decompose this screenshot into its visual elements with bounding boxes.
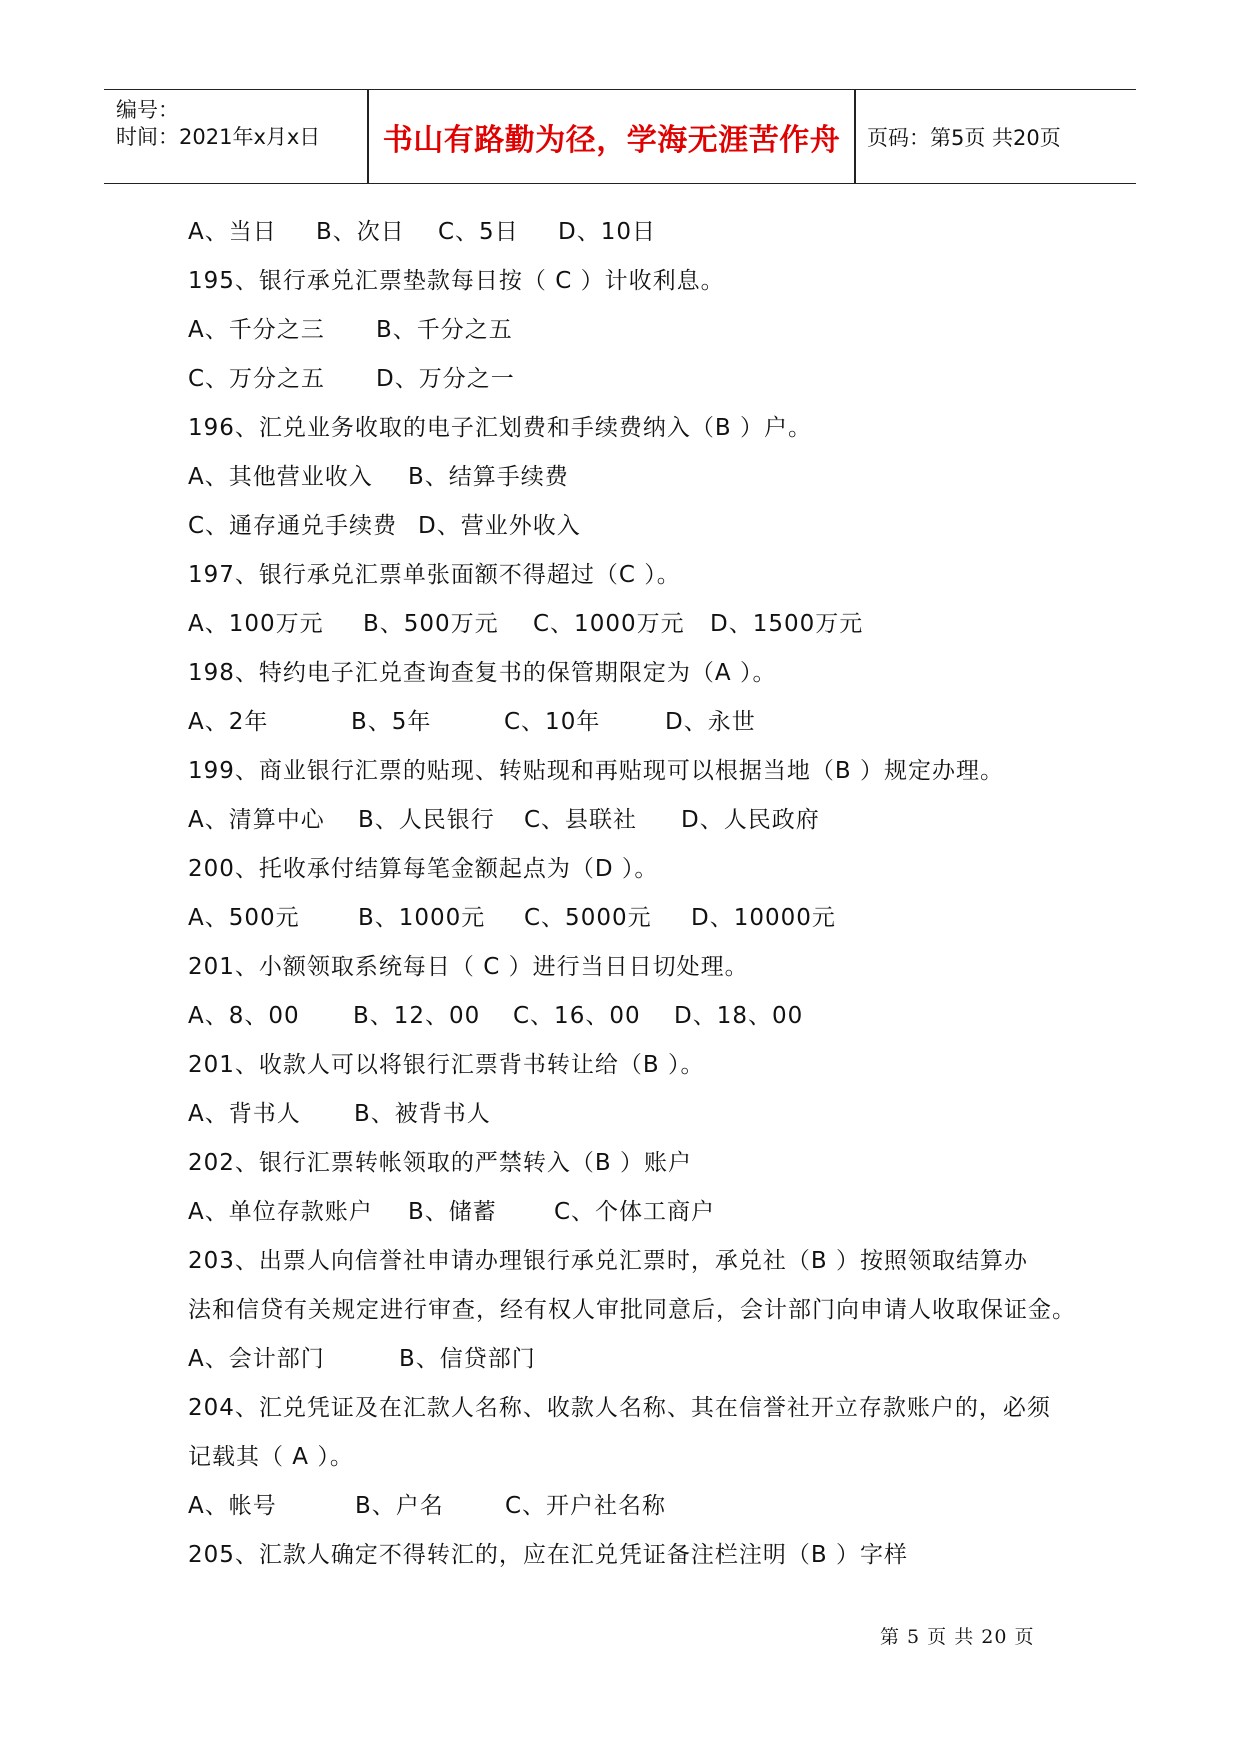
answer-option: B、次日 (316, 219, 405, 245)
answer-option: A、其他营业收入 (188, 464, 373, 490)
header-slogan: 书山有路勤为径，学海无涯苦作舟 (382, 122, 841, 158)
answer-option: A、会计部门 (188, 1346, 325, 1372)
header-meta (116, 90, 361, 183)
page-header (104, 89, 1136, 184)
answer-option: B、被背书人 (354, 1101, 491, 1127)
question-line: 202、银行汇票转帐领取的严禁转入（B ）账户 (188, 1150, 692, 1176)
question-line: 201、收款人可以将银行汇票背书转让给（B ）。 (188, 1052, 705, 1078)
question-line: 198、特约电子汇兑查询查复书的保管期限定为（A ）。 (188, 660, 777, 686)
header-divider-right (854, 90, 856, 183)
answer-option: A、100万元 (188, 611, 324, 637)
options-line (188, 1090, 1088, 1139)
options-line (188, 600, 1088, 649)
answer-option: B、人民银行 (358, 807, 495, 833)
options-line (188, 208, 1088, 257)
question-line: 195、银行承兑汇票垫款每日按（ C ）计收利息。 (188, 268, 725, 294)
document-body (188, 208, 1088, 1580)
answer-option: D、万分之一 (376, 366, 515, 392)
options-line (188, 796, 1088, 845)
answer-option: D、营业外收入 (418, 513, 581, 539)
question-line: 205、汇款人确定不得转汇的，应在汇兑凭证备注栏注明（B ）字样 (188, 1542, 908, 1568)
time-label: 时间：2021年x月x日 (116, 125, 321, 149)
answer-option: D、18、00 (674, 1003, 804, 1029)
answer-option: C、开户社名称 (505, 1493, 667, 1519)
answer-option: A、帐号 (188, 1493, 277, 1519)
answer-option: D、10000元 (691, 905, 836, 931)
answer-option: B、1000元 (358, 905, 486, 931)
answer-option: D、永世 (665, 709, 756, 735)
options-line (188, 453, 1088, 502)
header-page-info: 页码：第5页 共20页 (867, 125, 1061, 150)
answer-option: B、储蓄 (408, 1199, 497, 1225)
answer-option: A、500元 (188, 905, 300, 931)
answer-option: B、12、00 (353, 1003, 481, 1029)
answer-option: A、清算中心 (188, 807, 325, 833)
answer-option: A、背书人 (188, 1101, 301, 1127)
answer-option: B、5年 (351, 709, 432, 735)
options-line (188, 992, 1088, 1041)
options-line (188, 1335, 1088, 1384)
answer-option: B、结算手续费 (408, 464, 569, 490)
question-line: 法和信贷有关规定进行审查，经有权人审批同意后，会计部门向申请人收取保证金。 (188, 1297, 1076, 1323)
answer-option: C、10年 (504, 709, 601, 735)
page-footer: 第 5 页 共 20 页 (880, 1626, 1035, 1648)
options-line (188, 355, 1088, 404)
answer-option: C、县联社 (524, 807, 638, 833)
question-line: 196、汇兑业务收取的电子汇划费和手续费纳入（B ）户。 (188, 415, 812, 441)
answer-option: C、1000万元 (533, 611, 685, 637)
options-line (188, 894, 1088, 943)
answer-option: B、信贷部门 (399, 1346, 536, 1372)
answer-option: B、千分之五 (376, 317, 513, 343)
answer-option: A、千分之三 (188, 317, 325, 343)
answer-option: B、户名 (355, 1493, 444, 1519)
question-line: 204、汇兑凭证及在汇款人名称、收款人名称、其在信誉社开立存款账户的，必须 (188, 1395, 1051, 1421)
answer-option: A、8、00 (188, 1003, 300, 1029)
question-line: 197、银行承兑汇票单张面额不得超过（C ）。 (188, 562, 681, 588)
options-line (188, 502, 1088, 551)
options-line (188, 698, 1088, 747)
code-label: 编号： (116, 98, 179, 122)
question-line: 200、托收承付结算每笔金额起点为（D ）。 (188, 856, 659, 882)
answer-option: C、个体工商户 (554, 1199, 716, 1225)
question-line: 201、小额领取系统每日（ C ）进行当日日切处理。 (188, 954, 749, 980)
answer-option: A、当日 (188, 219, 277, 245)
question-line: 记载其（ A ）。 (188, 1444, 354, 1470)
answer-option: D、1500万元 (710, 611, 864, 637)
answer-option: D、10日 (558, 219, 656, 245)
options-line (188, 1188, 1088, 1237)
answer-option: C、16、00 (513, 1003, 641, 1029)
answer-option: C、5日 (438, 219, 519, 245)
options-line (188, 1482, 1088, 1531)
answer-option: C、万分之五 (188, 366, 326, 392)
answer-option: A、2年 (188, 709, 269, 735)
answer-option: C、5000元 (524, 905, 652, 931)
question-line: 203、出票人向信誉社申请办理银行承兑汇票时，承兑社（B ）按照领取结算办 (188, 1248, 1028, 1274)
answer-option: D、人民政府 (681, 807, 820, 833)
options-line (188, 306, 1088, 355)
answer-option: A、单位存款账户 (188, 1199, 373, 1225)
answer-option: C、通存通兑手续费 (188, 513, 398, 539)
answer-option: B、500万元 (363, 611, 499, 637)
question-line: 199、商业银行汇票的贴现、转贴现和再贴现可以根据当地（B ）规定办理。 (188, 758, 1004, 784)
